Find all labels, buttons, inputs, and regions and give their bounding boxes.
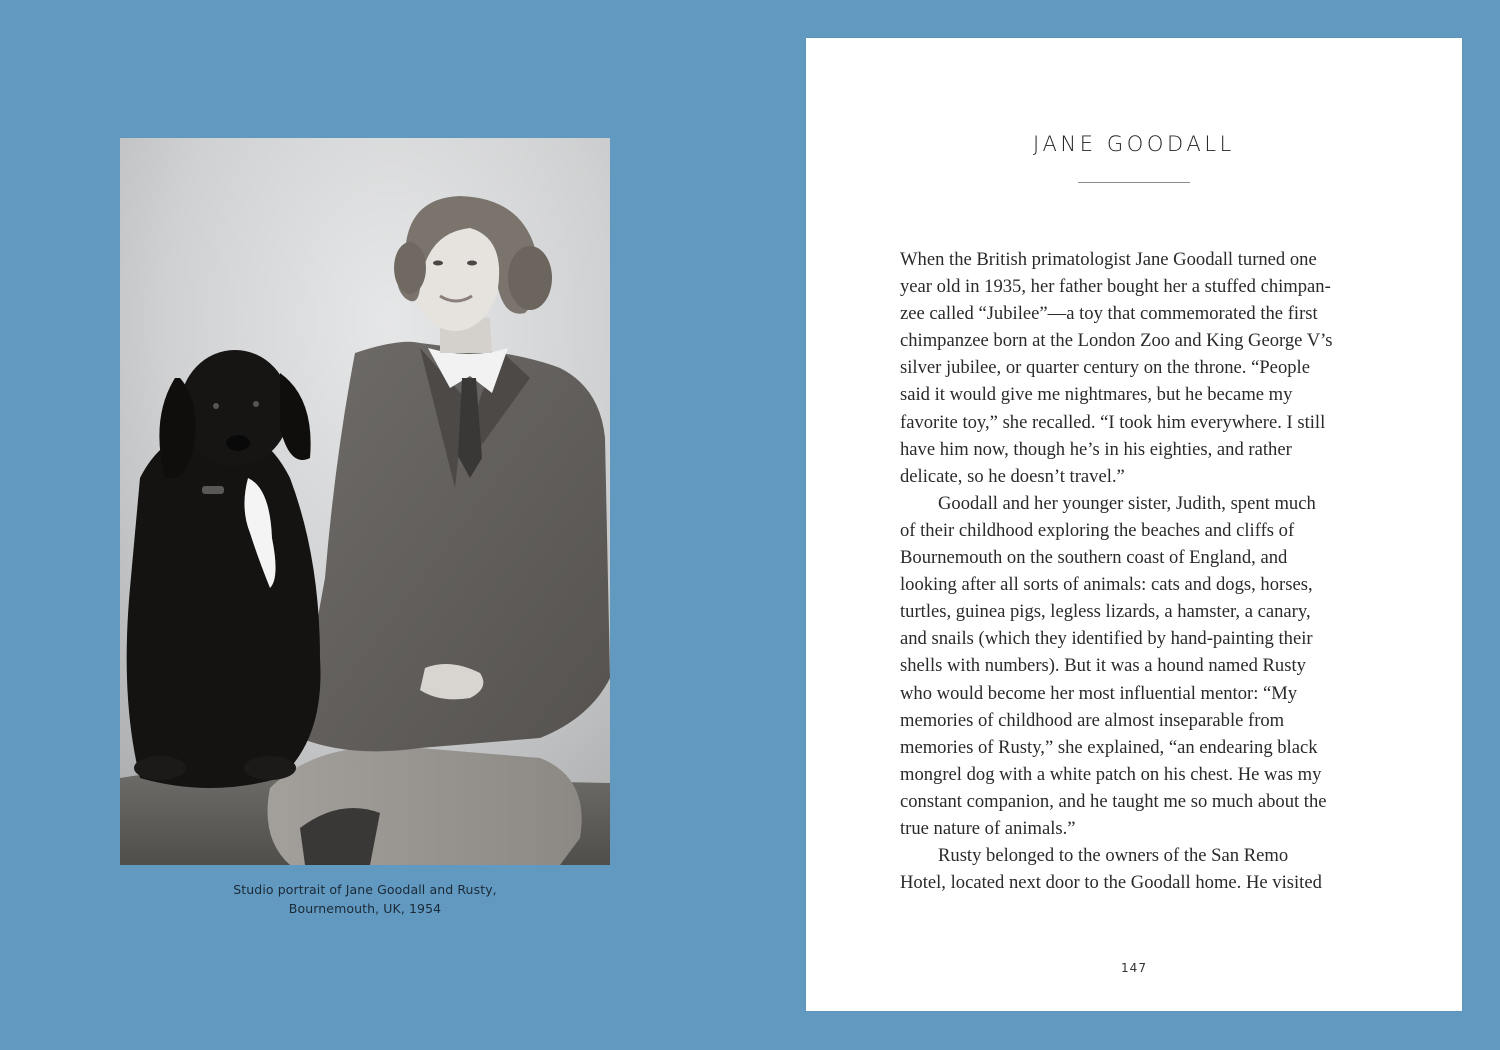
body-line: When the British primatologist Jane Goodall turned one (900, 249, 1317, 270)
body-line: who would become her most influential mentor: “My (900, 682, 1298, 704)
portrait-photo-illustration (120, 138, 610, 865)
body-line: shells with numbers). But it was a hound named Rusty (900, 655, 1306, 677)
chapter-title: JANE GOODALL (1033, 132, 1235, 156)
body-line: have him now, though he’s in his eighties, and rather (900, 438, 1292, 460)
page-number: 147 (1121, 961, 1147, 975)
body-line: of their childhood exploring the beaches and cliffs of (900, 519, 1295, 541)
title-divider (1078, 182, 1190, 183)
body-line: Bournemouth on the southern coast of England, and (900, 547, 1288, 569)
body-line: constant companion, and he taught me so much about the (900, 790, 1327, 812)
body-line: chimpanzee born at the London Zoo and King George V’s (900, 330, 1333, 352)
body-text (900, 246, 1375, 896)
body-line: turtles, guinea pigs, legless lizards, a hamster, a canary, (900, 601, 1311, 623)
body-line: Hotel, located next door to the Goodall home. He visited (900, 872, 1322, 894)
body-line: memories of Rusty,” she explained, “an endearing black (900, 736, 1318, 758)
body-line: said it would give me nightmares, but he became my (900, 384, 1293, 406)
body-line: delicate, so he doesn’t travel.” (900, 465, 1125, 487)
body-line-paragraph-start: Goodall and her younger sister, Judith, spent much (938, 492, 1316, 514)
body-line-paragraph-start: Rusty belonged to the owners of the San Remo (938, 845, 1289, 867)
body-line: memories of childhood are almost inseparable from (900, 709, 1285, 731)
body-line: zee called “Jubilee”—a toy that commemorated the first (900, 303, 1318, 325)
caption-line-1: Studio portrait of Jane Goodall and Rusty, (233, 882, 497, 897)
body-line: silver jubilee, or quarter century on the throne. “People (900, 357, 1310, 379)
body-line: and snails (which they identified by hand-painting their (900, 628, 1313, 650)
photo-caption (150, 880, 580, 918)
caption-line-2: Bournemouth, UK, 1954 (288, 901, 442, 916)
body-line: year old in 1935, her father bought her a stuffed chimpan- (900, 276, 1331, 298)
body-line: favorite toy,” she recalled. “I took him everywhere. I still (900, 411, 1326, 433)
text-page (806, 38, 1462, 1011)
body-line: mongrel dog with a white patch on his chest. He was my (900, 763, 1322, 785)
body-line: true nature of animals.” (900, 817, 1076, 839)
body-line: looking after all sorts of animals: cats and dogs, horses, (900, 574, 1313, 596)
portrait-photo (120, 138, 610, 865)
